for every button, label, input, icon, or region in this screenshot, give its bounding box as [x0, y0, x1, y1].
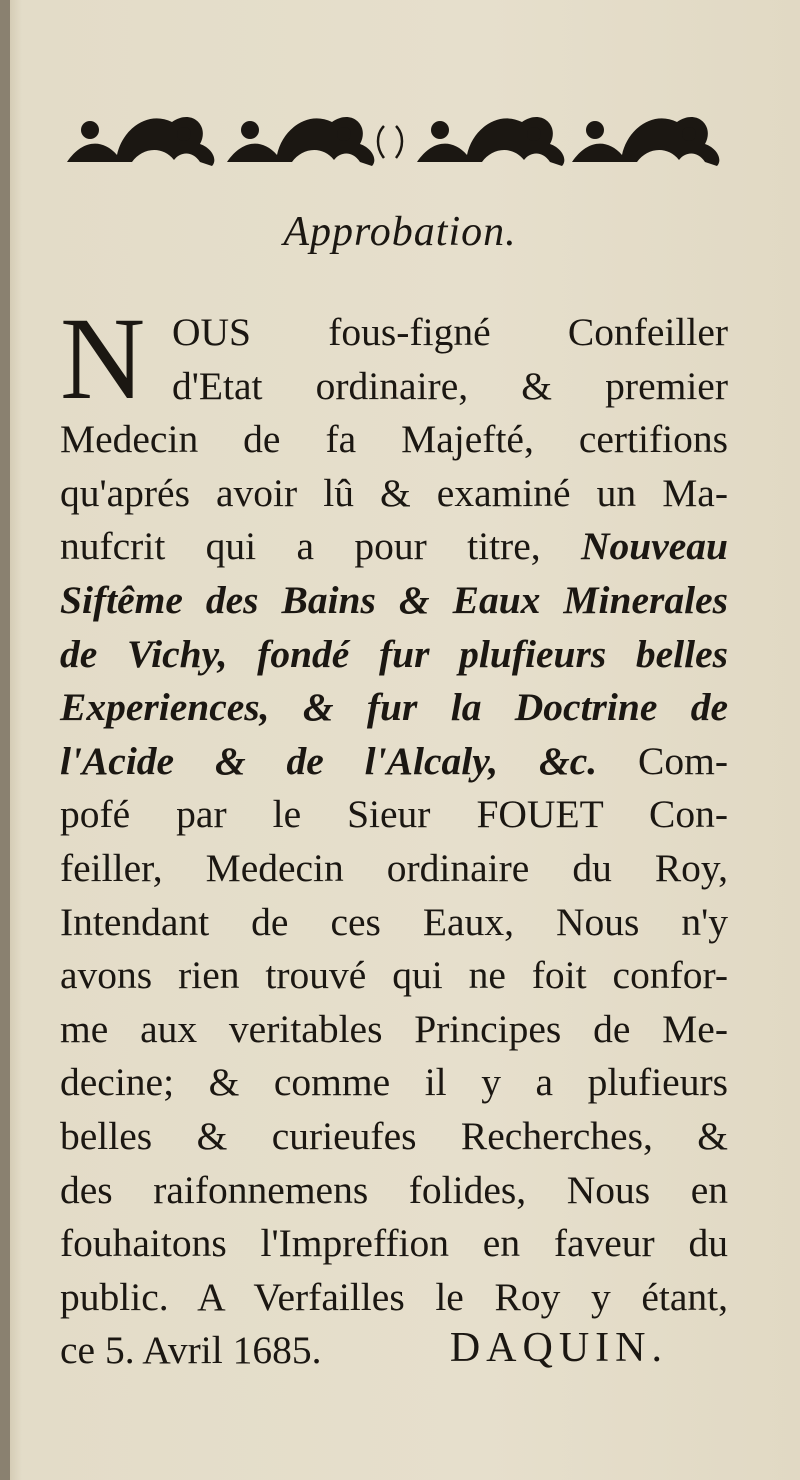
- text-line: [60, 467, 728, 521]
- line-text: nufcrit qui a pour titre,: [60, 524, 581, 569]
- italic-title-text: Siftême des Bains & Eaux Minerales: [60, 577, 728, 622]
- line-text: ce 5. Avril 1685.: [60, 1328, 322, 1373]
- line-text: qu'aprés avoir lû & examiné un Ma-: [60, 470, 728, 515]
- text-line: [60, 628, 728, 682]
- line-text: belles & curieufes Recherches, &: [60, 1113, 728, 1158]
- line-text: feiller, Medecin ordinaire du Roy,: [60, 845, 728, 890]
- text-line: [60, 1056, 728, 1110]
- line-text: decine; & comme il y a plufieurs: [60, 1060, 728, 1105]
- approbation-text: [60, 306, 728, 1378]
- text-line: [60, 896, 728, 950]
- line-text: avons rien trouvé qui ne foit confor-: [60, 953, 728, 998]
- approbation-heading: Approbation.: [283, 209, 517, 255]
- fleuron-icon: [417, 117, 564, 166]
- text-line: [60, 1271, 728, 1325]
- signature: DAQUIN.: [449, 1325, 668, 1371]
- italic-title-text: de Vichy, fondé fur plufieurs belles: [60, 631, 728, 676]
- line-text: Medecin de fa Majefté, certifions: [60, 417, 728, 462]
- text-line: [60, 788, 728, 842]
- text-line: [60, 681, 728, 735]
- text-line: [60, 306, 728, 360]
- line-text: d'Etat ordinaire, & premier: [172, 363, 728, 408]
- text-line: [60, 842, 728, 896]
- text-line: [60, 574, 728, 628]
- fleuron-icon: [572, 117, 719, 166]
- drop-cap: N: [60, 293, 146, 424]
- text-line: [60, 1217, 728, 1271]
- line-text: Intendant de ces Eaux, Nous n'y: [60, 899, 728, 944]
- text-line: [60, 1003, 728, 1057]
- line-text: OUS fous-figné Confeiller: [172, 310, 728, 354]
- text-line: [60, 949, 728, 1003]
- italic-title-text: Experiences, & fur la Doctrine de: [60, 685, 728, 730]
- italic-title-text: Nouveau: [580, 524, 728, 569]
- text-line: [60, 1110, 728, 1164]
- line-text: des raifonnemens folides, Nous en: [60, 1167, 728, 1212]
- text-line: [60, 413, 728, 467]
- fleuron-band-icon: [62, 100, 722, 172]
- text-line: [60, 735, 728, 789]
- text-line: [60, 1164, 728, 1218]
- center-bracket-icon: [378, 126, 402, 158]
- line-text: fouhaitons l'Impreffion en faveur du: [60, 1221, 728, 1266]
- fleuron-icon: [67, 117, 214, 166]
- fleuron-icon: [227, 117, 374, 166]
- text-line: [60, 360, 728, 414]
- italic-title-text: l'Acide & de l'Alcaly, &c.: [60, 738, 598, 783]
- text-line: [60, 520, 728, 574]
- line-text: public. A Verfailles le Roy y étant,: [60, 1274, 728, 1319]
- line-text: me aux veritables Principes de Me-: [60, 1006, 728, 1051]
- line-text: pofé par le Sieur FOUET Con-: [60, 792, 728, 837]
- line-text: Com-: [597, 738, 728, 783]
